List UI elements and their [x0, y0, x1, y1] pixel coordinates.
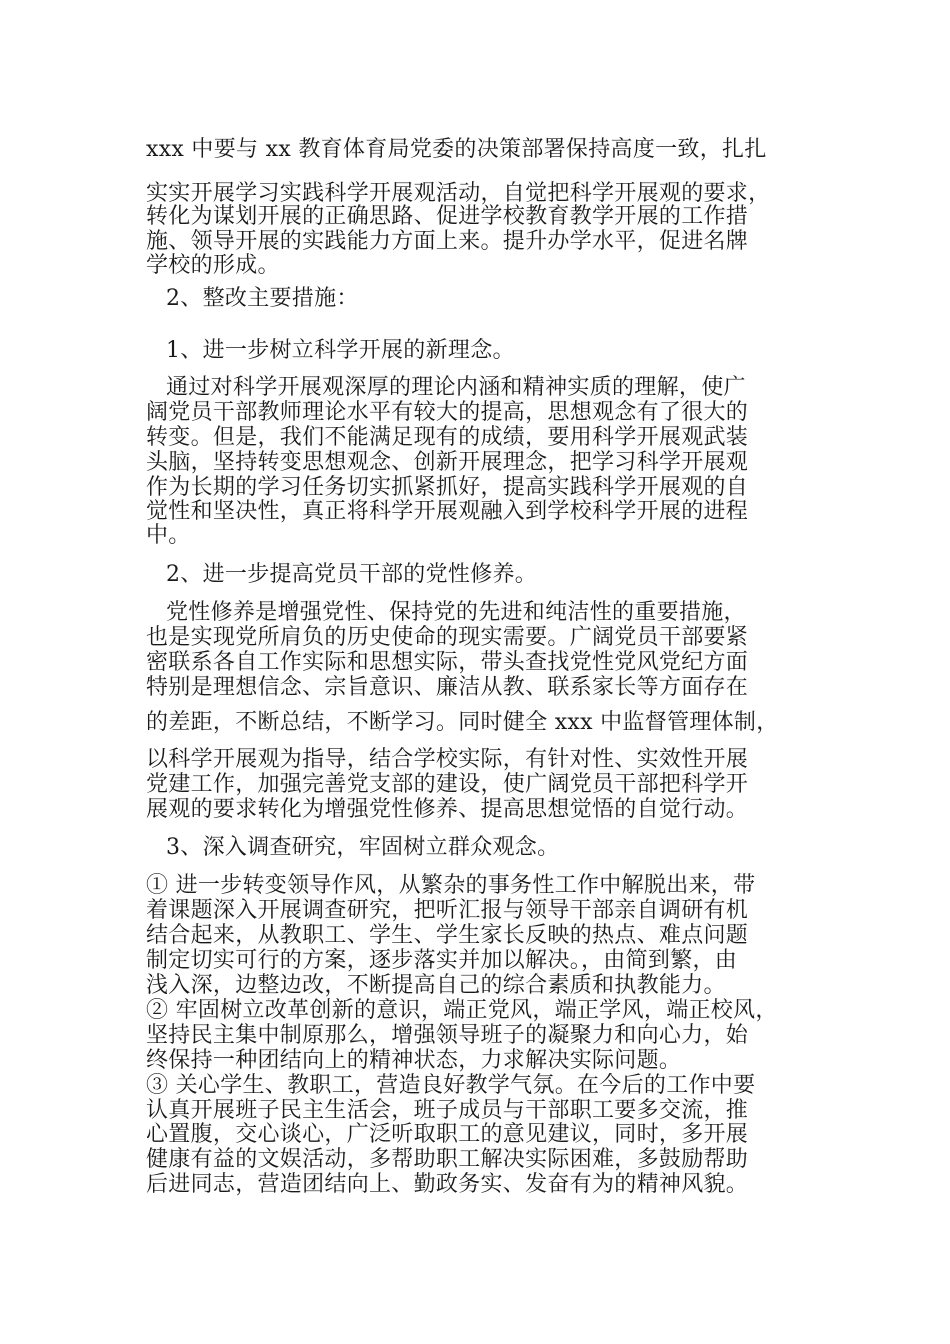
text-line: 以科学开展观为指导，结合学校实际，有针对性、实效性开展 — [146, 747, 749, 772]
subsection-heading: 3、深入调查研究，牢固树立群众观念。 — [166, 835, 560, 860]
text-line: 学校的形成。 — [146, 253, 280, 278]
list-item-2: ② 牢固树立改革创新的意识，端正党风，端正学风，端正校风， — [146, 998, 778, 1023]
text-line: 转变。但是，我们不能满足现有的成绩，要用科学开展观武装 — [146, 425, 749, 450]
text-line: 健康有益的文娱活动，多帮助职工解决实际困难，多鼓励帮助 — [146, 1147, 749, 1172]
list-item-3: ③ 关心学生、教职工，营造良好教学气氛。在今后的工作中要 — [146, 1073, 756, 1098]
subsection-heading: 1、进一步树立科学开展的新理念。 — [166, 338, 515, 363]
text-line: 党建工作，加强完善党支部的建设，使广阔党员干部把科学开 — [146, 772, 749, 797]
subsection-heading: 2、进一步提高党员干部的党性修养。 — [166, 562, 538, 587]
text-line: 认真开展班子民主生活会，班子成员与干部职工要多交流，推 — [146, 1098, 749, 1123]
text-line: 特别是理想信念、宗旨意识、廉洁从教、联系家长等方面存在 — [146, 675, 749, 700]
text-line: 制定切实可行的方案，逐步落实并加以解决。，由简到繁，由 — [146, 948, 738, 973]
text-line: 结合起来，从教职工、学生、学生家长反映的热点、难点问题 — [146, 923, 749, 948]
text-line: 后进同志，营造团结向上、勤政务实、发奋有为的精神风貌。 — [146, 1172, 749, 1197]
text-line: 转化为谋划开展的正确思路、促进学校教育教学开展的工作措 — [146, 204, 749, 229]
text-line: 施、领导开展的实践能力方面上来。提升办学水平，促进名牌 — [146, 229, 749, 254]
text-line: 也是实现党所肩负的历史使命的现实需要。广阔党员干部要紧 — [146, 625, 749, 650]
text-line: 党性修养是增强党性、保持党的先进和纯洁性的重要措施， — [166, 600, 746, 625]
list-item-1: ① 进一步转变领导作风，从繁杂的事务性工作中解脱出来，带 — [146, 873, 756, 898]
text-line: 头脑，坚持转变思想观念、创新开展理念，把学习科学开展观 — [146, 450, 749, 475]
text-line: 通过对科学开展观深厚的理论内涵和精神实质的理解，使广 — [166, 375, 746, 400]
text-line: 终保持一种团结向上的精神状态，力求解决实际问题。 — [146, 1048, 682, 1073]
text-line: 坚持民主集中制原那么，增强领导班子的凝聚力和向心力，始 — [146, 1023, 749, 1048]
text-line: 密联系各自工作实际和思想实际，带头查找党性党风党纪方面 — [146, 650, 749, 675]
text-line: 着课题深入开展调查研究，把听汇报与领导干部亲自调研有机 — [146, 898, 749, 923]
text-line: 实实开展学习实践科学开展观活动，自觉把科学开展观的要求， — [146, 181, 771, 206]
text-line: 心置腹，交心谈心，广泛听取职工的意见建议，同时，多开展 — [146, 1122, 749, 1147]
text-line: 中。 — [146, 523, 191, 548]
text-line: 觉性和坚决性，真正将科学开展观融入到学校科学开展的进程 — [146, 499, 749, 524]
section-heading: 2、整改主要措施： — [166, 286, 359, 311]
text-line: 作为长期的学习任务切实抓紧抓好，提高实践科学开展观的自 — [146, 475, 749, 500]
text-line: 阔党员干部教师理论水平有较大的提高，思想观念有了很大的 — [146, 400, 749, 425]
text-line: 的差距，不断总结，不断学习。同时健全 xxx 中监督管理体制， — [146, 710, 779, 735]
text-line: 展观的要求转化为增强党性修养、提高思想觉悟的自觉行动。 — [146, 797, 749, 822]
text-line: 浅入深，边整边改，不断提高自己的综合素质和执教能力。 — [146, 973, 726, 998]
text-line: xxx 中要与 xx 教育体育局党委的决策部署保持高度一致，扎扎 — [146, 137, 767, 162]
